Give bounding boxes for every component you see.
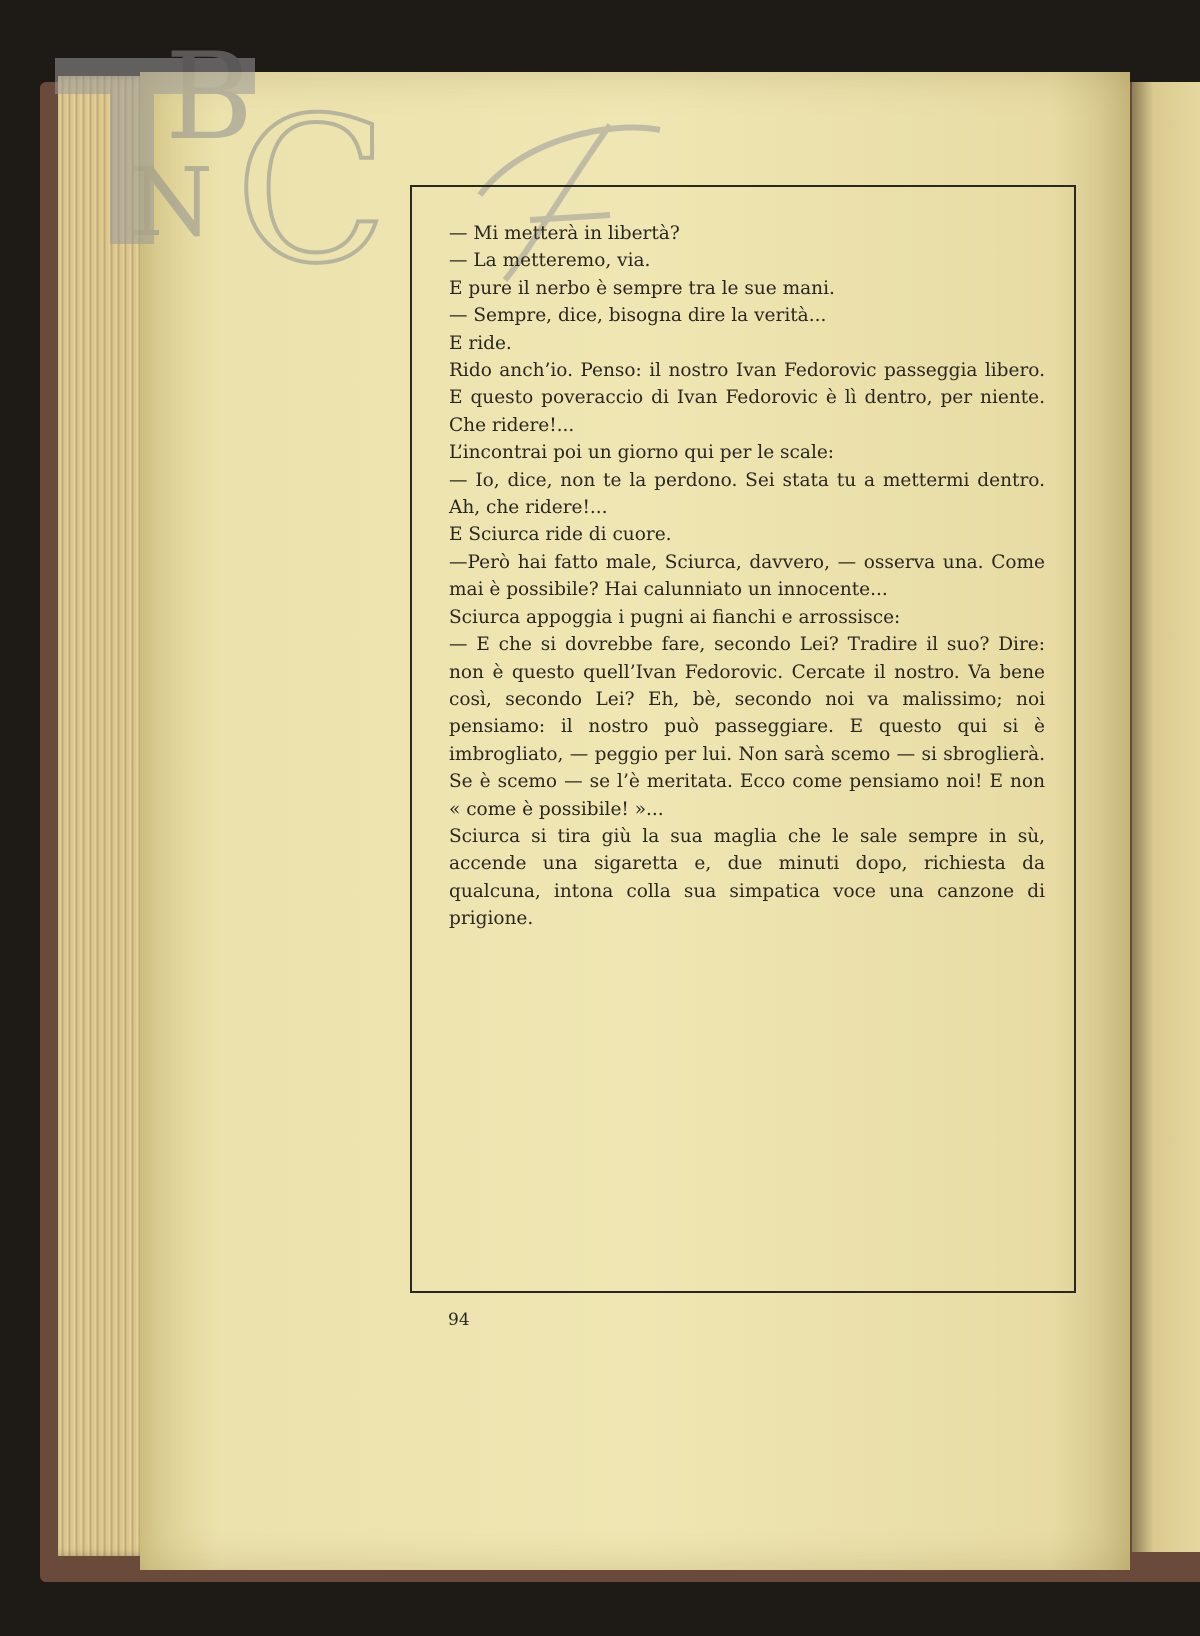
svg-text:B: B [165,28,254,167]
paragraph: — Mi metterà in libertà? [449,223,680,244]
svg-text:N: N [130,148,214,258]
paragraph: Rido anch’io. Penso: il nostro Ivan Fedorovic passeggia libero. E questo poveraccio di Ivan Fedorovic è lì dentro, per niente. Che ridere!... [449,360,1045,436]
svg-text:C: C [235,75,389,308]
paragraph: —Però hai fatto male, Sciurca, davvero, — osserva una. Come mai è possibile? Hai calunniato un innocente... [449,551,1045,601]
paragraph: — La metteremo, via. [449,250,651,272]
paragraph: E pure il nerbo è sempre tra le sue mani. [449,277,835,299]
paragraph: E Sciurca ride di cuore. [449,524,672,546]
paragraph: Sciurca appoggia i pugni ai fianchi e arrossisce: [449,606,901,628]
facing-page-edge [1132,82,1200,1552]
paragraph: — Io, dice, non te la perdono. Sei stata tu a mettermi dentro. Ah, che ridere!... [449,469,1045,519]
paragraph: Sciurca si tira giù la sua maglia che le sale sempre in sù, accende una sigaretta e, due minuti dopo, richiesta da qualcuna, intona colla sua simpatica voce una canzone di prigione. [449,825,1045,930]
paragraph: L’incontrai poi un giorno qui per le scale: [449,442,835,464]
paragraph: — Sempre, dice, bisogna dire la verità... [449,305,827,327]
paragraph: E ride. [449,332,512,354]
paragraph: — E che si dovrebbe fare, secondo Lei? Tradire il suo? Dire: non è questo quell’Ivan Fedorovic. Cercate il nostro. Va bene così, secondo Lei? Eh, bè, secondo noi va malissimo; noi pensiamo: il nostro può passeggiare. E questo qui si è imbrogliato, — peggio per lui. Non sarà scemo — si sbroglierà. Se è scemo — se l’è meritata. Ecco come pensiamo noi! E non « come è possibile! »... [449,634,1045,820]
body-text [449,220,1045,933]
page-number: 94 [448,1310,470,1330]
